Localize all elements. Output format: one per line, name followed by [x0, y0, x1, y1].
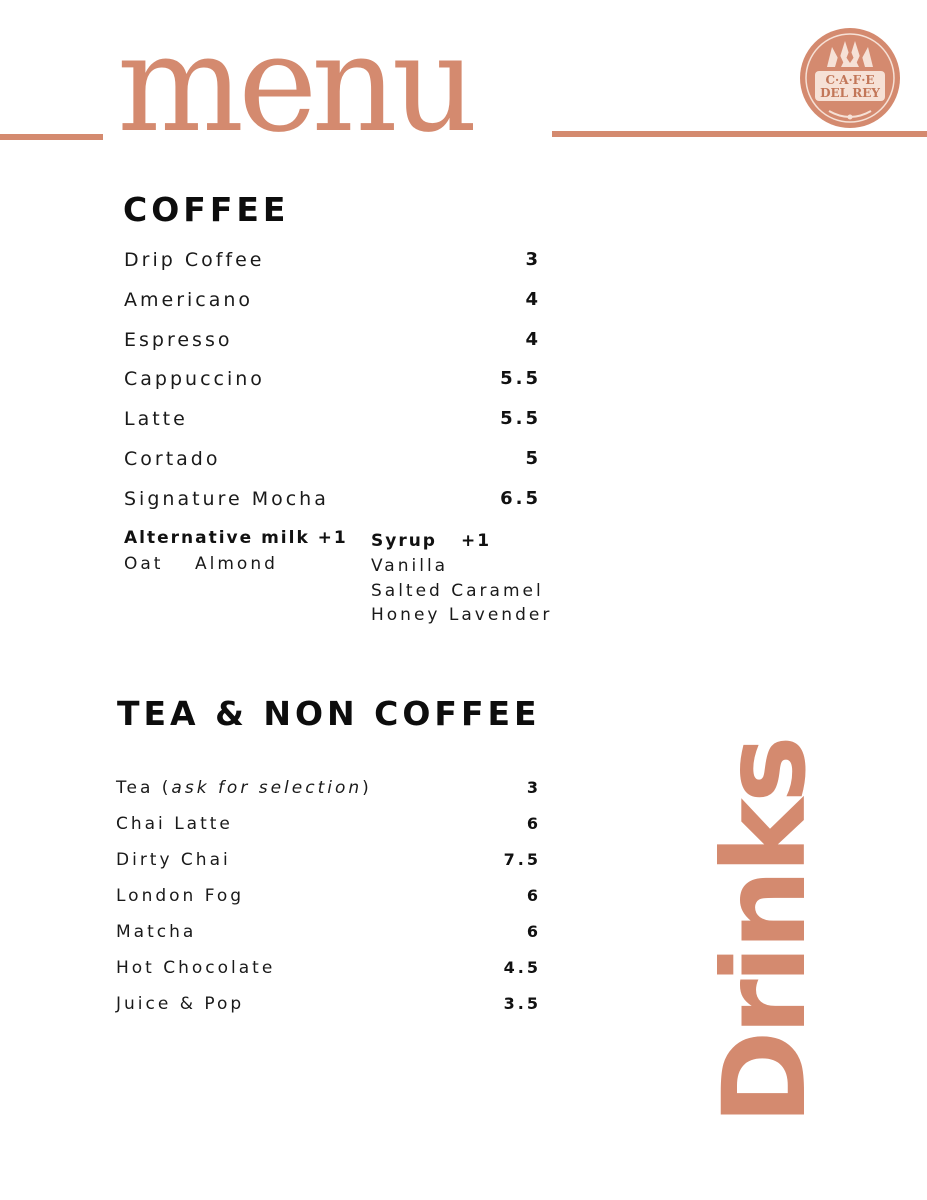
- header-rule-right: [552, 131, 927, 137]
- alt-milk-title: Alternative milk +1: [124, 528, 348, 548]
- item-name: Hot Chocolate: [116, 958, 276, 978]
- alt-milk-option: Almond: [195, 554, 278, 574]
- logo-dot: [848, 115, 853, 120]
- menu-item: [0, 329, 927, 359]
- drinks-side-label: Drinks: [698, 740, 831, 1125]
- logo-text-line1: C·A·F·E: [825, 73, 875, 87]
- syrup-option: Salted Caramel: [371, 581, 544, 601]
- item-price: 3.5: [503, 994, 541, 1013]
- item-price: 6: [526, 922, 541, 941]
- item-price: 4: [525, 329, 541, 350]
- alt-milk-option: Oat: [124, 554, 164, 574]
- item-price: 3: [526, 778, 541, 797]
- item-price: 6.5: [500, 488, 541, 509]
- item-price: 6: [526, 814, 541, 833]
- item-price: 7.5: [503, 850, 541, 869]
- item-name-prefix: Tea (: [116, 778, 172, 798]
- menu-item: [0, 368, 927, 398]
- item-name: London Fog: [116, 886, 245, 906]
- menu-title: menu: [117, 6, 472, 162]
- item-price: 5.5: [500, 408, 541, 429]
- syrup-title: Syrup: [371, 531, 437, 551]
- item-name: Espresso: [124, 329, 233, 351]
- item-price: 5: [525, 448, 541, 469]
- item-name: Drip Coffee: [124, 249, 265, 271]
- item-name: [116, 778, 372, 798]
- item-name: Americano: [124, 289, 254, 311]
- syrup-price: +1: [461, 531, 492, 551]
- item-price: 5.5: [500, 368, 541, 389]
- tea-heading: TEA & NON COFFEE: [117, 694, 541, 733]
- syrup-option: Honey Lavender: [371, 605, 553, 625]
- item-name: Cappuccino: [124, 368, 265, 390]
- item-name: Matcha: [116, 922, 197, 942]
- item-name-suffix: ): [362, 778, 372, 798]
- item-name: Cortado: [124, 448, 221, 470]
- header-rule-left: [0, 134, 103, 140]
- menu-item: [0, 249, 927, 279]
- menu-item: [0, 488, 927, 518]
- item-price: 3: [525, 249, 541, 270]
- syrup-option: Vanilla: [371, 556, 449, 576]
- item-name: Dirty Chai: [116, 850, 231, 870]
- item-name: Signature Mocha: [124, 488, 329, 510]
- item-name: Latte: [124, 408, 188, 430]
- coffee-heading: COFFEE: [123, 190, 290, 229]
- item-price: 4: [525, 289, 541, 310]
- item-name: Chai Latte: [116, 814, 233, 834]
- menu-item: [0, 448, 927, 478]
- item-name: Juice & Pop: [116, 994, 245, 1014]
- item-note: ask for selection: [171, 778, 363, 798]
- item-price: 4.5: [503, 958, 541, 977]
- logo-text-line2: DEL REY: [820, 86, 880, 100]
- menu-item: [0, 408, 927, 438]
- cafe-del-rey-logo: [799, 27, 901, 129]
- item-price: 6: [526, 886, 541, 905]
- menu-item: [0, 289, 927, 319]
